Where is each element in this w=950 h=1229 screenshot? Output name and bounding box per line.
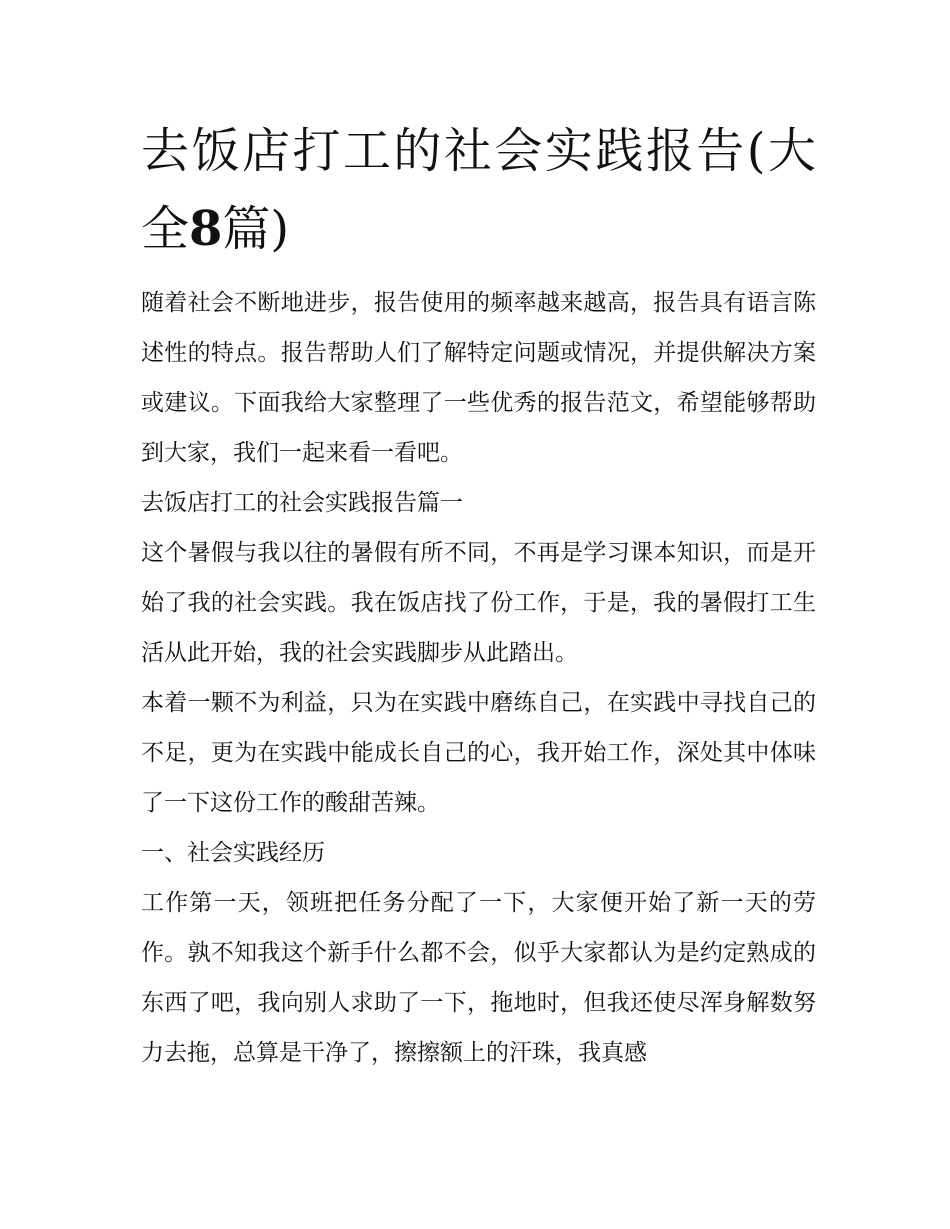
title-number: 8: [189, 201, 223, 257]
intro-paragraph: 随着社会不断地进步，报告使用的频率越来越高，报告具有语言陈述性的特点。报告帮助人们了解特定问题或情况，并提供解决方案或建议。下面我给大家整理了一些优秀的报告范文，希望能够帮助到大家，我们一起来看一看吧。: [141, 290, 816, 466]
subheading-practice-experience: 一、社会实践经历: [141, 840, 325, 866]
title-suffix: 篇): [222, 201, 290, 257]
document-page: [141, 112, 816, 1078]
document-body: [141, 278, 816, 1078]
body-paragraph: 这个暑假与我以往的暑假有所不同，不再是学习课本知识，而是开始了我的社会实践。我在饭店找了份工作，于是，我的暑假打工生活从此开始，我的社会实践脚步从此踏出。: [141, 540, 816, 666]
section-heading-part-one: 去饭店打工的社会实践报告篇一: [141, 490, 463, 516]
document-title: [141, 112, 816, 268]
title-text: 去饭店打工的社会实践报告(大全: [141, 123, 816, 257]
body-paragraph: 工作第一天，领班把任务分配了一下，大家便开始了新一天的劳作。孰不知我这个新手什么都不会，似乎大家都认为是约定熟成的东西了吧，我向别人求助了一下，拖地时，但我还使尽浑身解数努力去拖，总算是干净了，擦擦额上的汗珠，我真感: [141, 890, 816, 1066]
body-paragraph: 本着一颗不为利益，只为在实践中磨练自己，在实践中寻找自己的不足，更为在实践中能成长自己的心，我开始工作，深处其中体味了一下这份工作的酸甜苦辣。: [141, 690, 816, 816]
